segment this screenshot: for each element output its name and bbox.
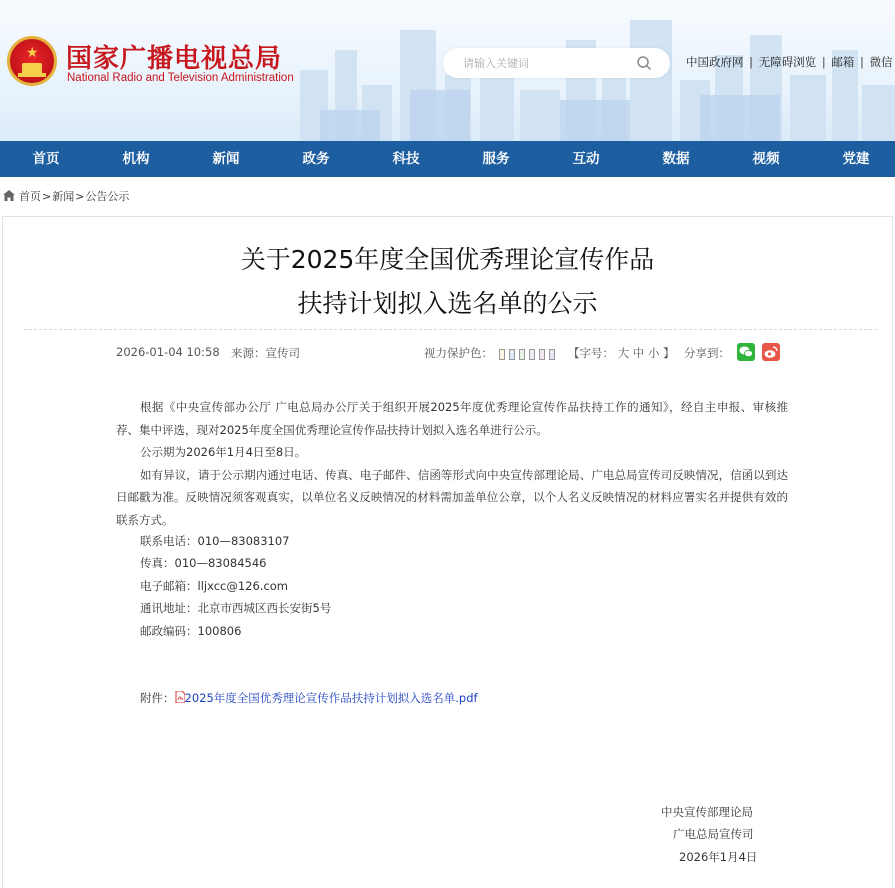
paragraph-period: 公示期为2026年1月4日至8日。 — [140, 445, 307, 459]
link-separator: | — [860, 55, 864, 69]
national-emblem-logo[interactable]: ★ — [7, 36, 57, 86]
breadcrumb-notices[interactable]: 公告公示 — [85, 190, 130, 203]
search-icon[interactable] — [636, 55, 652, 71]
site-header — [0, 0, 895, 141]
font-size-selector[interactable]: 【字号： 大 中 小 】 — [568, 346, 675, 360]
color-swatch[interactable] — [529, 349, 535, 360]
article-title-line1: 关于2025年度全国优秀理论宣传作品 — [240, 245, 655, 274]
breadcrumb-news[interactable]: 新闻 — [52, 190, 75, 203]
paragraph-intro: 根据《中央宣传部办公厅 广电总局办公厅关于组织开展2025年度优秀理论宣传作品扶持工作的通知》，经自主申报、审核推荐、集中评选，现对2025年度全国优秀理论宣传作品扶持计划拟入选名单进行公示。 — [116, 400, 788, 437]
color-swatch[interactable] — [539, 349, 545, 360]
publish-date: 2026-01-04 10:58 — [116, 345, 220, 359]
breadcrumb-separator: > — [75, 190, 85, 203]
title-divider — [24, 329, 877, 330]
share-label: 分享到： — [684, 346, 730, 360]
link-accessibility[interactable]: 无障碍浏览 — [758, 55, 817, 69]
signature-date: 2026年1月4日 — [679, 850, 758, 864]
pdf-icon — [175, 691, 185, 703]
link-wechat[interactable]: 微信 — [869, 55, 893, 69]
signature-org2: 广电总局宣传司 — [673, 827, 754, 841]
article-body — [116, 396, 788, 531]
nav-item-service[interactable]: 服务 — [482, 151, 510, 167]
nav-item-affairs[interactable]: 政务 — [302, 151, 330, 167]
contact-phone: 联系电话：010—83083107 — [140, 534, 290, 548]
nav-item-org[interactable]: 机构 — [122, 151, 150, 167]
nav-item-tech[interactable]: 科技 — [392, 151, 420, 167]
article-title-line2: 扶持计划拟入选名单的公示 — [297, 289, 598, 318]
contact-address: 通讯地址：北京市西城区西长安街5号 — [140, 601, 332, 615]
site-title[interactable]: 国家广播电视总局 — [66, 44, 283, 74]
wechat-share-icon[interactable] — [737, 343, 755, 361]
nav-item-video[interactable]: 视频 — [752, 151, 780, 167]
nav-item-interact[interactable]: 互动 — [572, 151, 600, 167]
eye-protection-label: 视力保护色： — [424, 346, 493, 360]
nav-item-data[interactable]: 数据 — [662, 151, 690, 167]
eye-protection-swatches — [499, 345, 559, 357]
search-input[interactable] — [463, 54, 623, 72]
attachment-link[interactable]: 2025年度全国优秀理论宣传作品扶持计划拟入选名单.pdf — [184, 691, 478, 705]
link-mailbox[interactable]: 邮箱 — [831, 55, 855, 69]
color-swatch[interactable] — [499, 349, 505, 360]
nav-item-news[interactable]: 新闻 — [212, 151, 240, 167]
signature-org1: 中央宣传部理论局 — [661, 805, 753, 819]
article-source: 来源：宣传司 — [231, 346, 300, 360]
color-swatch[interactable] — [549, 349, 555, 360]
link-separator: | — [821, 55, 826, 69]
breadcrumb-separator: > — [42, 190, 52, 203]
breadcrumb-home[interactable]: 首页 — [19, 190, 41, 203]
color-swatch[interactable] — [519, 349, 525, 360]
link-gov-portal[interactable]: 中国政府网 — [686, 55, 744, 69]
site-subtitle: National Radio and Television Administration — [67, 72, 294, 84]
attachment-row — [140, 690, 478, 706]
paragraph-objection: 如有异议，请于公示期内通过电话、传真、电子邮件、信函等形式向中央宣传部理论局、广电总局宣传司反映情况，信函以到达日邮戳为准。反映情况须客观真实，以单位名义反映情况的材料需加盖单位公章，以个人名义反映情况的材料应署实名并提供有效的联系方式。 — [116, 467, 788, 527]
contact-postcode: 邮政编码：100806 — [140, 624, 242, 638]
nav-item-party[interactable]: 党建 — [842, 151, 870, 167]
attachment-label: 附件： — [140, 691, 175, 705]
top-links — [686, 54, 893, 70]
home-icon — [3, 190, 15, 201]
weibo-share-icon[interactable] — [762, 343, 780, 361]
contact-fax: 传真：010—83084546 — [140, 556, 267, 570]
contact-email: 电子邮箱：lljxcc@126.com — [140, 579, 289, 593]
nav-item-home[interactable]: 首页 — [32, 151, 60, 167]
breadcrumb — [0, 188, 129, 204]
color-swatch[interactable] — [509, 349, 515, 360]
main-nav — [0, 141, 895, 177]
link-separator: | — [749, 55, 754, 69]
